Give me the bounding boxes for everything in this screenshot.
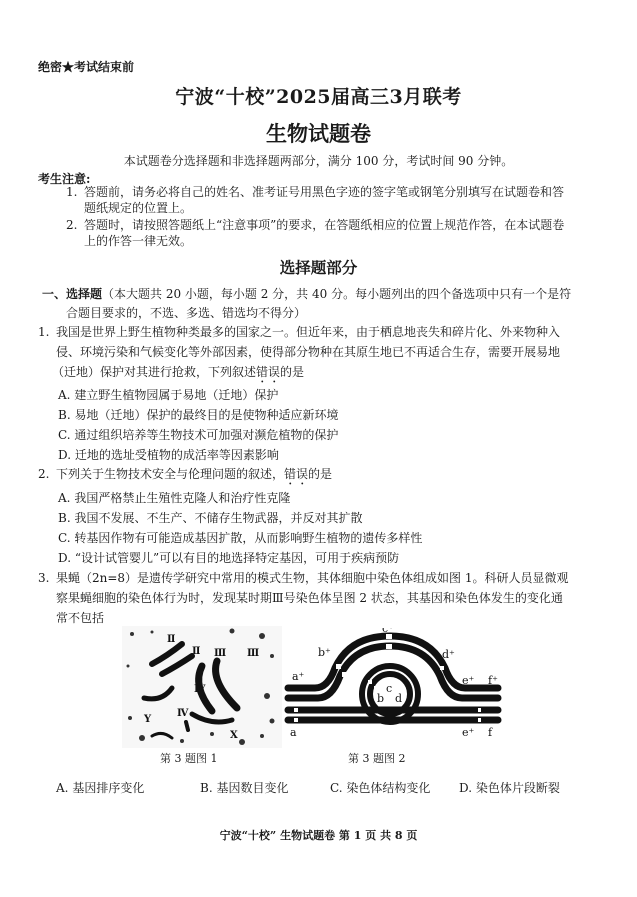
label-chromosome-III-b: Ⅲ xyxy=(247,648,260,659)
gene-label-b-plus: b⁺ xyxy=(318,646,331,659)
notice-item-2-num: 2. xyxy=(66,218,78,232)
notice-heading: 考生注意: xyxy=(38,172,91,186)
q1-stem-emphasis: 错误 xyxy=(256,365,281,379)
q1-number: 1. xyxy=(38,325,50,339)
chromosome-micrograph-image xyxy=(122,626,282,748)
figure-2-inversion-loop xyxy=(280,628,506,754)
gene-label-e-plus-top: e⁺ xyxy=(462,674,475,687)
gene-label-d-plus: d⁺ xyxy=(442,648,455,661)
q1-option-a: A. 建立野生植物园属于易地（迁地）保护 xyxy=(58,388,279,402)
q2-stem-post: 的是 xyxy=(308,467,333,481)
q3-stem-line3: 常不包括 xyxy=(56,611,105,625)
chromosome-loop-diagram xyxy=(280,628,506,754)
notice-item-1-line2: 题纸规定的位置上。 xyxy=(84,201,193,215)
exam-intro: 本试题卷分选择题和非选择题两部分，满分 100 分，考试时间 90 分钟。 xyxy=(123,154,514,168)
q1-stem-line3-post: 的是 xyxy=(280,365,305,379)
q2-option-d: D. “设计试管婴儿”可以有目的地选择特定基因，可用于疾病预防 xyxy=(58,551,400,565)
q2-stem-emphasis: 错误 xyxy=(284,467,309,481)
q3-option-a: A. 基因排序变化 xyxy=(56,781,145,795)
part-description-line2: 合题目要求的，不选、多选、错选均不得分） xyxy=(66,306,307,320)
figure-1-caption: 第 3 题图 1 xyxy=(160,752,218,765)
part-label: 一、选择题 xyxy=(42,287,103,301)
gene-label-a: a xyxy=(290,726,297,739)
label-chromosome-II-a: Ⅱ xyxy=(167,634,176,645)
notice-item-2-line2: 上的作答一律无效。 xyxy=(84,234,193,248)
q1-stem-line1: 我国是世界上野生植物种类最多的国家之一。但近年来，由于栖息地丧失和碎片化、外来物种入 xyxy=(56,325,561,339)
q2-option-a: A. 我国严格禁止生殖性克隆人和治疗性克隆 xyxy=(58,491,291,505)
label-chromosome-IV-a: Ⅳ xyxy=(194,684,206,695)
gene-label-f-plus: f⁺ xyxy=(488,674,498,687)
q2-option-b: B. 我国不发展、不生产、不储存生物武器，并反对其扩散 xyxy=(58,511,363,525)
q1-stem-line3 xyxy=(52,364,304,386)
label-chromosome-IV-b: Ⅳ xyxy=(177,708,189,719)
figure-2-caption: 第 3 题图 2 xyxy=(348,752,406,765)
q2-stem xyxy=(56,466,332,488)
paper-subtitle: 生物试题卷 xyxy=(266,122,371,146)
q1-option-c: C. 通过组织培养等生物技术可加强对濒危植物的保护 xyxy=(58,428,339,442)
label-chromosome-III-a: Ⅲ xyxy=(214,648,227,659)
gene-label-d-loop: d xyxy=(395,692,403,705)
page-footer: 宁波“十校” 生物试题卷 第 1 页 共 8 页 xyxy=(219,829,418,842)
gene-label-c-loop: c xyxy=(386,682,393,695)
q2-stem-pre: 下列关于生物技术安全与伦理问题的叙述， xyxy=(56,467,285,481)
gene-label-e-plus-bottom: e⁺ xyxy=(462,726,475,739)
gene-label-b-loop: b xyxy=(377,692,385,705)
q1-stem-line3-pre: （迁地）保护对其进行抢救，下列叙述 xyxy=(52,365,257,379)
label-chromosome-X: X xyxy=(230,730,238,741)
q3-stem-line1: 果蝇（2n=8）是遗传学研究中常用的模式生物，其体细胞中染色体组成如图 1。科研人员显微观 xyxy=(56,571,569,585)
q1-option-d: D. 迁地的选址受植物的成活率等因素影响 xyxy=(58,448,279,462)
q3-option-d: D. 染色体片段断裂 xyxy=(459,781,560,795)
notice-item-1-line1: 答题前，请务必将自己的姓名、准考证号用黑色字迹的签字笔或钢笔分别填写在试题卷和答 xyxy=(84,185,565,199)
figure-1-karyotype xyxy=(122,626,282,748)
q2-number: 2. xyxy=(38,467,50,481)
notice-item-1-num: 1. xyxy=(66,185,78,199)
part-description-line1: （本大题共 20 小题，每小题 2 分，共 40 分。每小题列出的四个备选项中只有一个是符 xyxy=(102,287,572,301)
label-chromosome-Y: Y xyxy=(144,714,152,725)
q3-option-c: C. 染色体结构变化 xyxy=(330,781,431,795)
exam-title: 宁波“十校”2025届高三3月联考 xyxy=(175,86,462,108)
part-heading xyxy=(42,286,571,302)
gene-label-f: f xyxy=(488,726,493,739)
q2-option-c: C. 转基因作物有可能造成基因扩散，从而影响野生植物的遗传多样性 xyxy=(58,531,423,545)
gene-label-a-plus: a⁺ xyxy=(292,670,305,683)
q3-option-b: B. 基因数目变化 xyxy=(200,781,289,795)
notice-item-2-line1: 答题时，请按照答题纸上“注意事项”的要求，在答题纸相应的位置上规范作答，在本试题卷 xyxy=(84,218,565,232)
q1-option-b: B. 易地（迁地）保护的最终目的是使物种适应新环境 xyxy=(58,408,339,422)
label-chromosome-II-b: Ⅱ xyxy=(192,646,201,657)
confidential-mark: 绝密★考试结束前 xyxy=(38,60,135,74)
section-title: 选择题部分 xyxy=(279,259,358,277)
q1-stem-line2: 侵、环境污染和气候变化等外部因素，使得部分物种在其原生地已不再适合生存，需要开展易地 xyxy=(56,345,561,359)
q3-number: 3. xyxy=(38,571,50,585)
gene-label-c-plus: c⁺ xyxy=(382,628,394,635)
q3-stem-line2: 察果蝇细胞的染色体行为时，发现某时期Ⅲ号染色体呈图 2 状态，其基因和染色体发生的变化通 xyxy=(56,591,563,605)
